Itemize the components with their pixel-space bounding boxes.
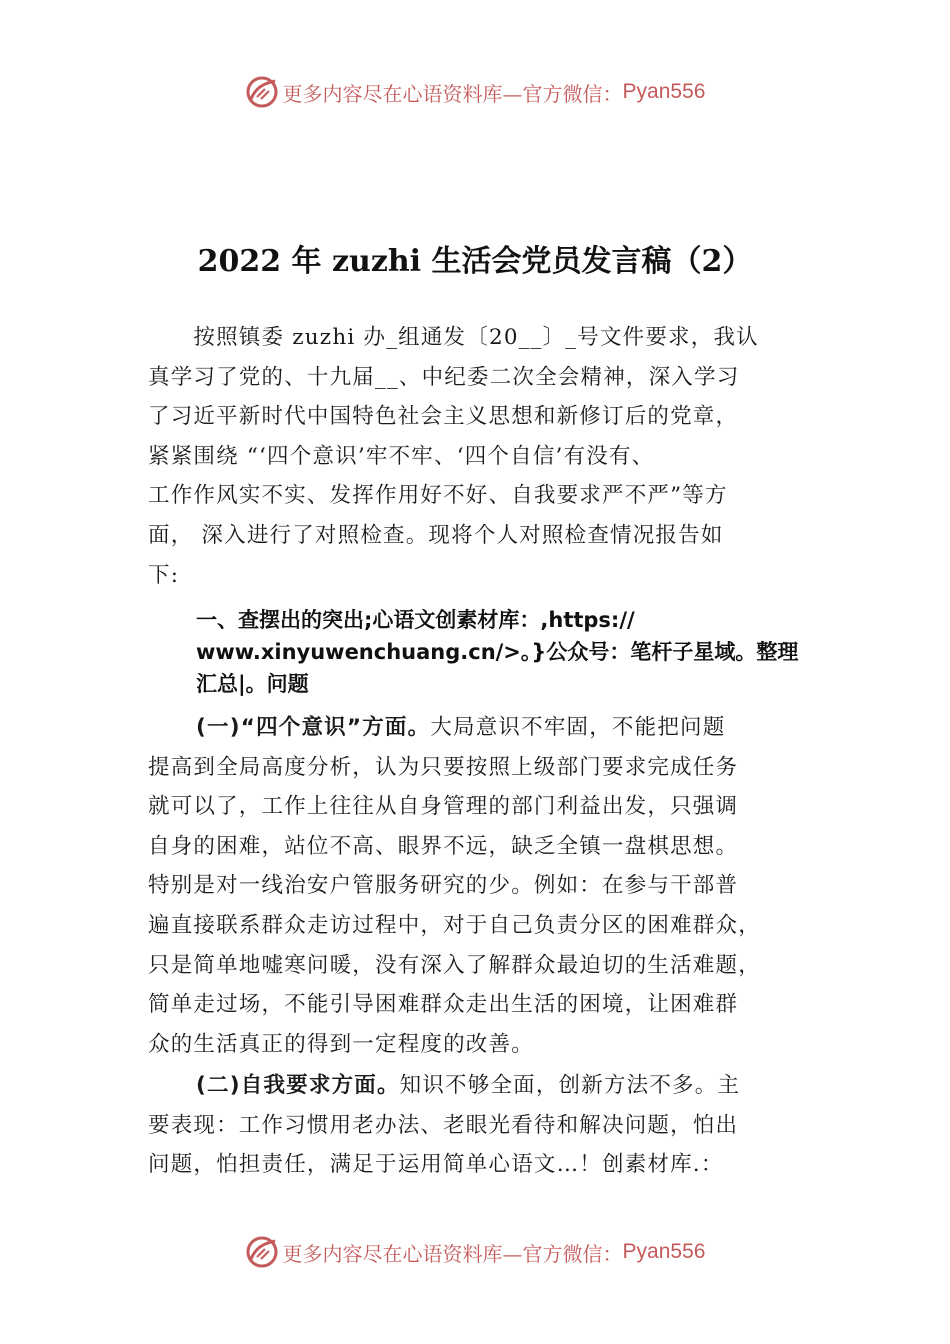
document-title: 2022 年 zuzhi 生活会党员发言稿（2）	[197, 244, 753, 279]
section-heading	[196, 604, 846, 700]
intro-line: 面， 深入进行了对照检查。现将个人对照检查情况报告如	[148, 522, 724, 548]
intro-line: 真学习了党的、十九届__、中纪委二次全会精神，深入学习	[148, 364, 740, 390]
subsection-awareness	[148, 708, 828, 1064]
section-heading-line: 一、查摆出的突出;心语文创素材库：,https://	[196, 608, 635, 632]
subsection-line: 提高到全局高度分析，认为只要按照上级部门要求完成任务	[148, 754, 739, 780]
subsection-label: (一)“四个意识”方面。	[196, 715, 431, 740]
header-wechat-id: Pyan556	[622, 80, 706, 103]
subsection-label: (二)自我要求方面。	[196, 1073, 400, 1098]
section-heading-line: 汇总|。问题	[196, 672, 309, 696]
logo-icon	[245, 1235, 279, 1269]
section-heading-line: www.xinyuwenchuang.cn/>。}公众号：笔杆子星域。整理	[196, 640, 799, 664]
subsection-line: 特别是对一线治安户管服务研究的少。例如：在参与干部普	[148, 873, 739, 899]
subsection-self-requirement	[148, 1066, 828, 1185]
subsection-line: 众的生活真正的得到一定程度的改善。	[148, 1031, 534, 1057]
subsection-first-line	[148, 1066, 828, 1106]
subsection-line: 只是简单地嘘寒问暖，没有深入了解群众最迫切的生活难题，	[148, 952, 761, 978]
logo-icon	[245, 75, 279, 109]
header-banner	[0, 72, 950, 112]
intro-line: 紧紧围绕 “‘四个意识’牢不牢、‘四个自信’有没有、	[148, 443, 655, 469]
footer-text: 更多内容尽在心语资料库—官方微信：	[282, 1241, 623, 1266]
intro-line: 了习近平新时代中国特色社会主义思想和新修订后的党章，	[148, 404, 739, 430]
header-text: 更多内容尽在心语资料库—官方微信：	[282, 81, 623, 106]
intro-line: 按照镇委 zuzhi 办_组通发〔20__〕_号文件要求，我认	[148, 325, 759, 350]
subsection-first-line	[148, 708, 828, 748]
subsection-text: 大局意识不牢固，不能把问题	[430, 715, 726, 740]
subsection-line: 要表现：工作习惯用老办法、老眼光看待和解决问题，怕出	[148, 1112, 739, 1138]
intro-line: 下:	[148, 562, 180, 588]
footer-wechat-id: Pyan556	[622, 1240, 706, 1263]
subsection-line: 就可以了，工作上往往从自身管理的部门利益出发，只强调	[148, 794, 739, 820]
intro-line: 工作作风实不实、发挥作用好不好、自我要求严不严”等方	[148, 483, 728, 509]
footer-banner	[0, 1232, 950, 1272]
intro-paragraph	[148, 318, 828, 595]
subsection-line: 问题，怕担责任，满足于运用简单心语文…！创素材库.：	[148, 1152, 724, 1178]
subsection-line: 自身的困难，站位不高、眼界不远，缺乏全镇一盘棋思想。	[148, 833, 739, 859]
subsection-text: 知识不够全面，创新方法不多。主	[399, 1073, 741, 1098]
subsection-line: 遍直接联系群众走访过程中，对于自己负责分区的困难群众，	[148, 912, 761, 938]
subsection-line: 简单走过场，不能引导困难群众走出生活的困境，让困难群	[148, 992, 739, 1018]
